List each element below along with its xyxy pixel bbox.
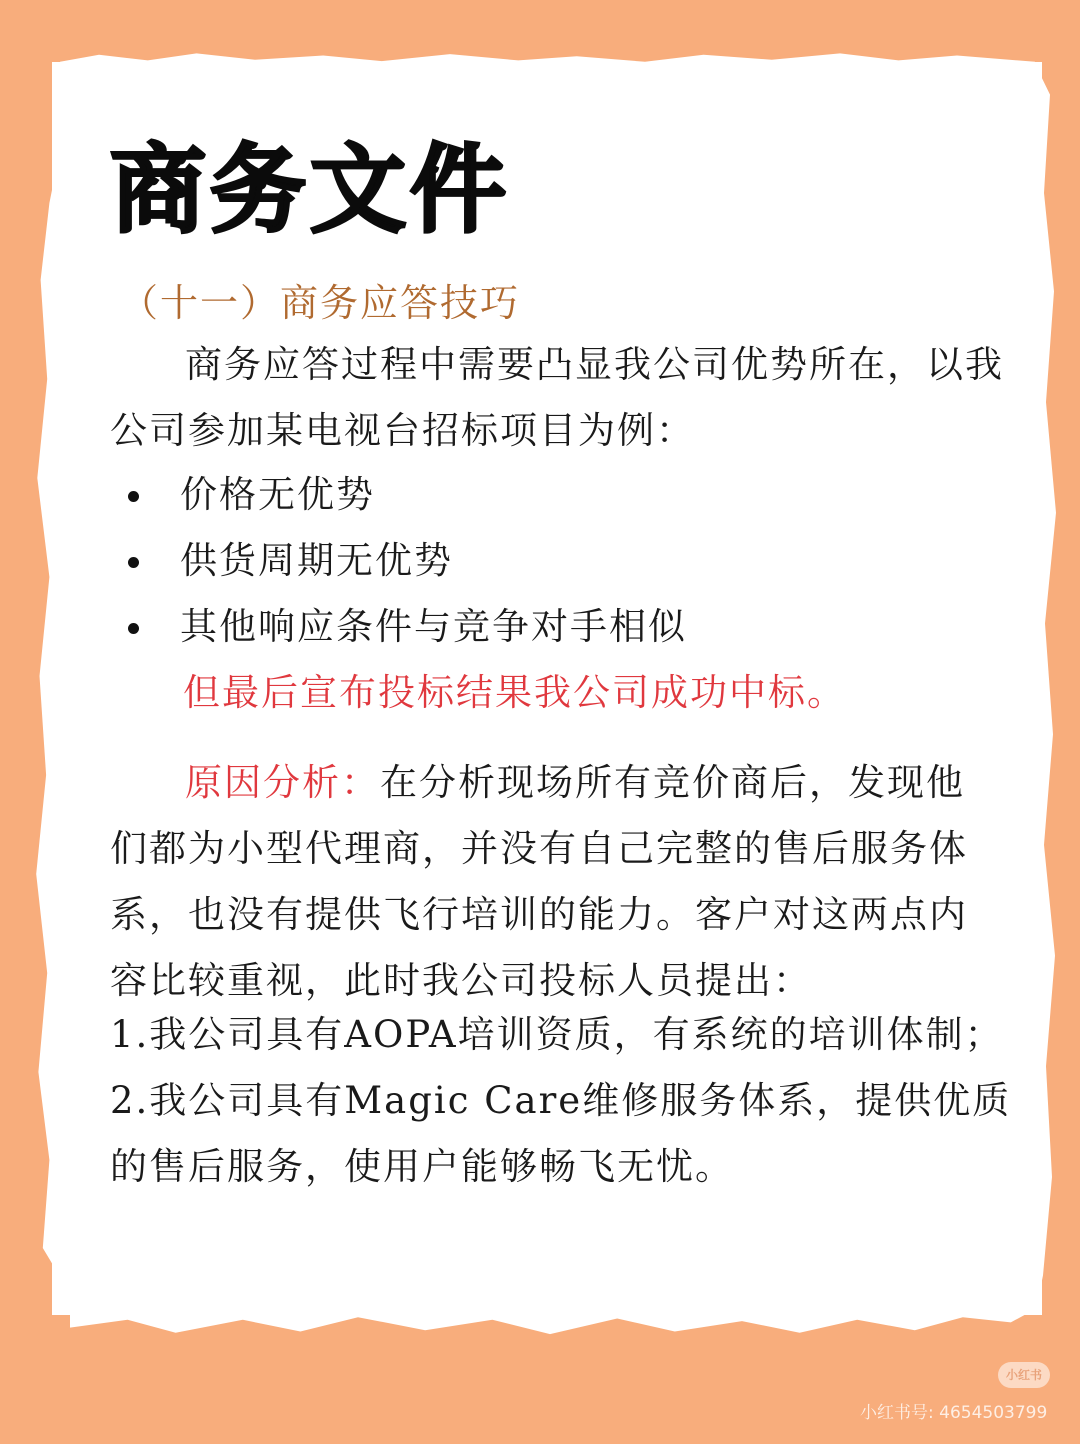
list-item: 其他响应条件与竞争对手相似	[110, 594, 687, 660]
list-item: 供货周期无优势	[110, 528, 687, 594]
paper-edge-bottom	[70, 1312, 1030, 1338]
watermark-id: 小红书号: 4654503799	[860, 1403, 1048, 1423]
xiaohongshu-logo: 小红书	[998, 1362, 1050, 1388]
bullet-dot-icon	[128, 557, 139, 568]
point-item: 2.我公司具有Magic Care维修服务体系，提供优质的售后服务，使用户能够畅飞无忧。	[110, 1079, 1012, 1188]
page-title: 商务文件	[110, 134, 510, 246]
analysis-paragraph	[110, 750, 990, 1014]
analysis-label: 原因分析：	[185, 761, 380, 804]
section-subtitle: （十一）商务应答技巧	[120, 281, 521, 325]
bullet-dot-icon	[128, 491, 139, 502]
points-block	[110, 1002, 1040, 1200]
list-item: 价格无优势	[110, 462, 687, 528]
disadvantage-list	[110, 462, 687, 660]
result-highlight: 但最后宣布投标结果我公司成功中标。	[183, 671, 846, 714]
intro-paragraph: 商务应答过程中需要凸显我公司优势所在，以我公司参加某电视台招标项目为例：	[110, 343, 1004, 452]
bullet-dot-icon	[128, 623, 139, 634]
point-item: 1.我公司具有AOPA培训资质，有系统的培训体制；	[110, 1013, 1004, 1056]
analysis-text: 在分析现场所有竞价商后，发现他们都为小型代理商，并没有自己完整的售后服务体系，也没有提供飞行培训的能力。客户对这两点内容比较重视，此时我公司投标人员提出：	[110, 761, 968, 1002]
